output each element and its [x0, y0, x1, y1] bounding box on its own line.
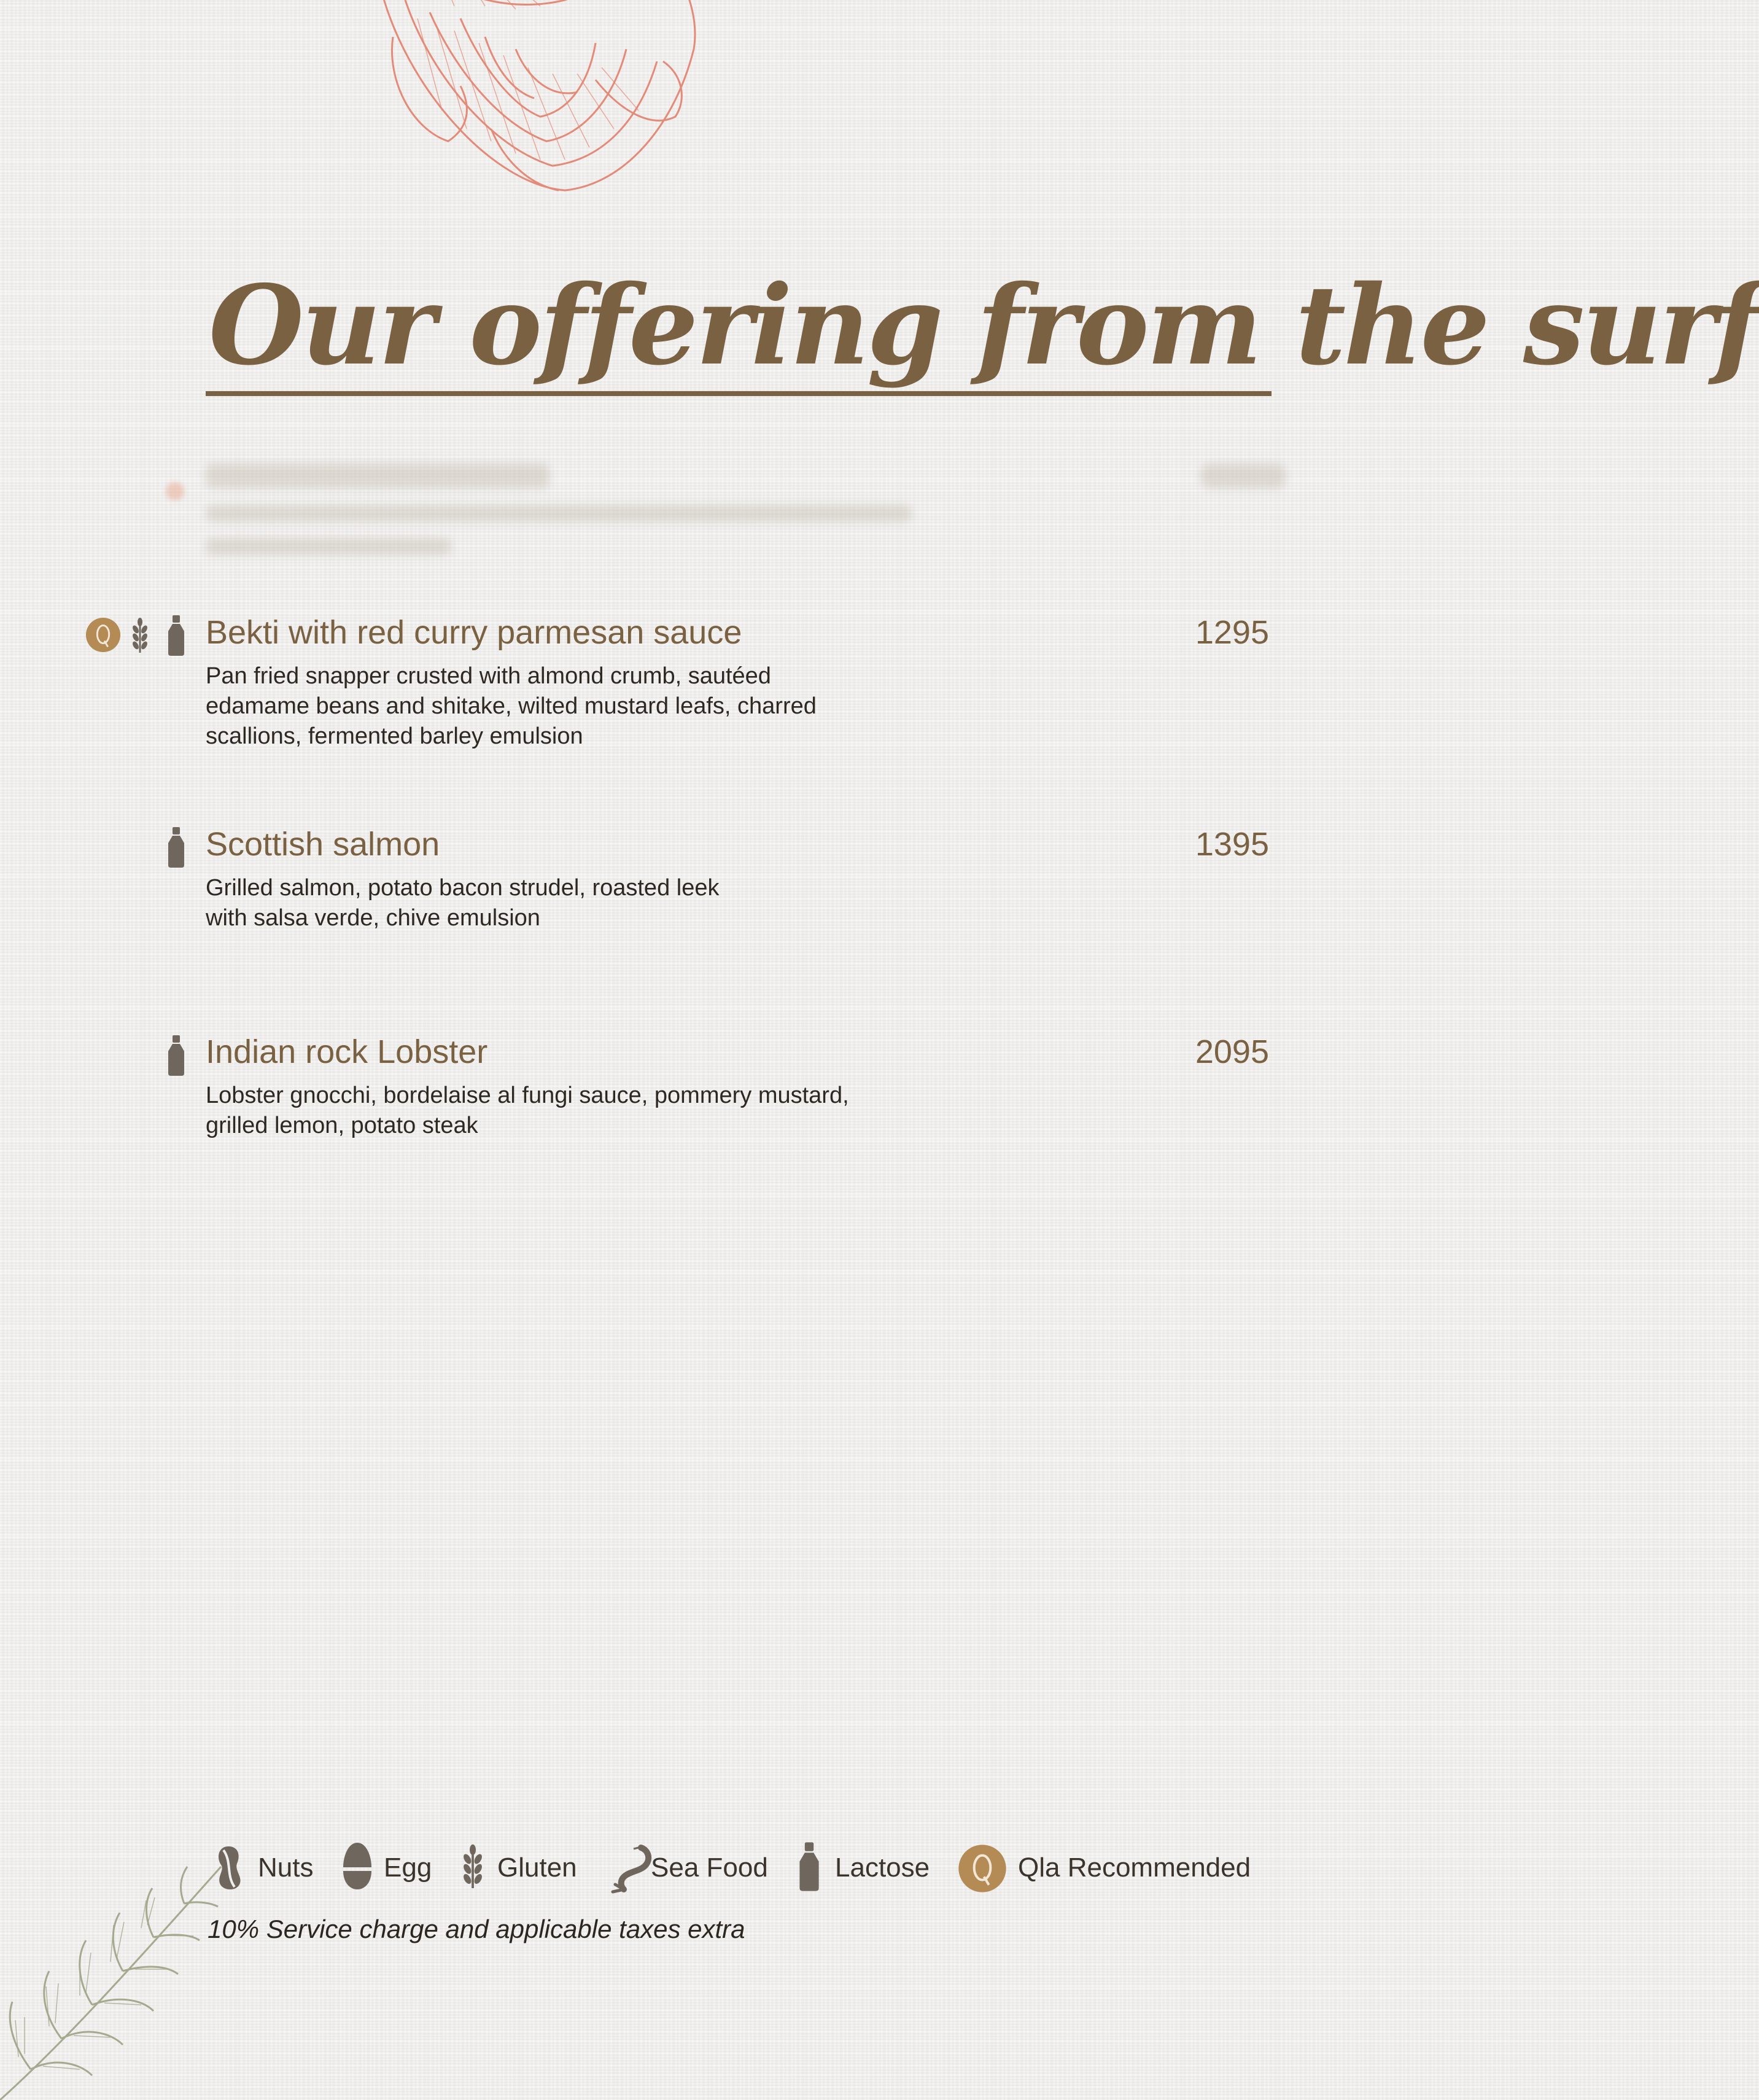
qla-recommended-icon	[958, 1844, 1007, 1893]
item-price: 2095	[1195, 1033, 1269, 1070]
item-name: Indian rock Lobster	[206, 1033, 488, 1070]
menu-item	[206, 823, 1274, 933]
service-charge-note: 10% Service charge and applicable taxes extra	[208, 1915, 745, 1943]
legend-label: Egg	[384, 1853, 432, 1883]
faded-item-placeholder	[206, 464, 942, 574]
seafood-icon	[609, 1844, 652, 1893]
faded-decoration	[166, 482, 184, 500]
legend-label: Gluten	[497, 1853, 577, 1883]
menu-item	[206, 1030, 1274, 1141]
page-title: Our offering from the surf	[209, 261, 1759, 389]
item-price: 1295	[1195, 614, 1269, 651]
item-description: Grilled salmon, potato bacon strudel, roasted leek with salsa verde, chive emulsion	[206, 875, 720, 931]
item-price: 1395	[1195, 826, 1269, 863]
lactose-icon	[167, 615, 185, 656]
allergen-legend	[209, 1839, 1289, 1900]
legend-label: Sea Food	[651, 1853, 768, 1883]
item-name: Bekti with red curry parmesan sauce	[206, 614, 742, 651]
nuts-icon	[214, 1844, 243, 1892]
item-description: Lobster gnocchi, bordelaise al fungi sauce, pommery mustard, grilled lemon, potato steak	[206, 1083, 849, 1138]
legend-label: Qla Recommended	[1018, 1853, 1251, 1883]
legend-label: Lactose	[835, 1853, 930, 1883]
lactose-icon	[167, 827, 185, 868]
menu-item	[206, 611, 1274, 752]
item-description: Pan fried snapper crusted with almond crumb, sautéed edamame beans and shitake, wilted mustard leafs, charred scallions, fermented barley emulsion	[206, 663, 817, 749]
qla-recommended-icon	[85, 617, 121, 653]
lactose-icon	[798, 1841, 820, 1892]
egg-icon	[341, 1841, 374, 1893]
gluten-icon	[460, 1843, 485, 1891]
title-underline	[206, 391, 1272, 396]
legend-label: Nuts	[258, 1853, 314, 1883]
lactose-icon	[167, 1035, 185, 1076]
flower-illustration	[332, 0, 712, 203]
gluten-icon	[130, 617, 150, 654]
item-name: Scottish salmon	[206, 826, 440, 863]
